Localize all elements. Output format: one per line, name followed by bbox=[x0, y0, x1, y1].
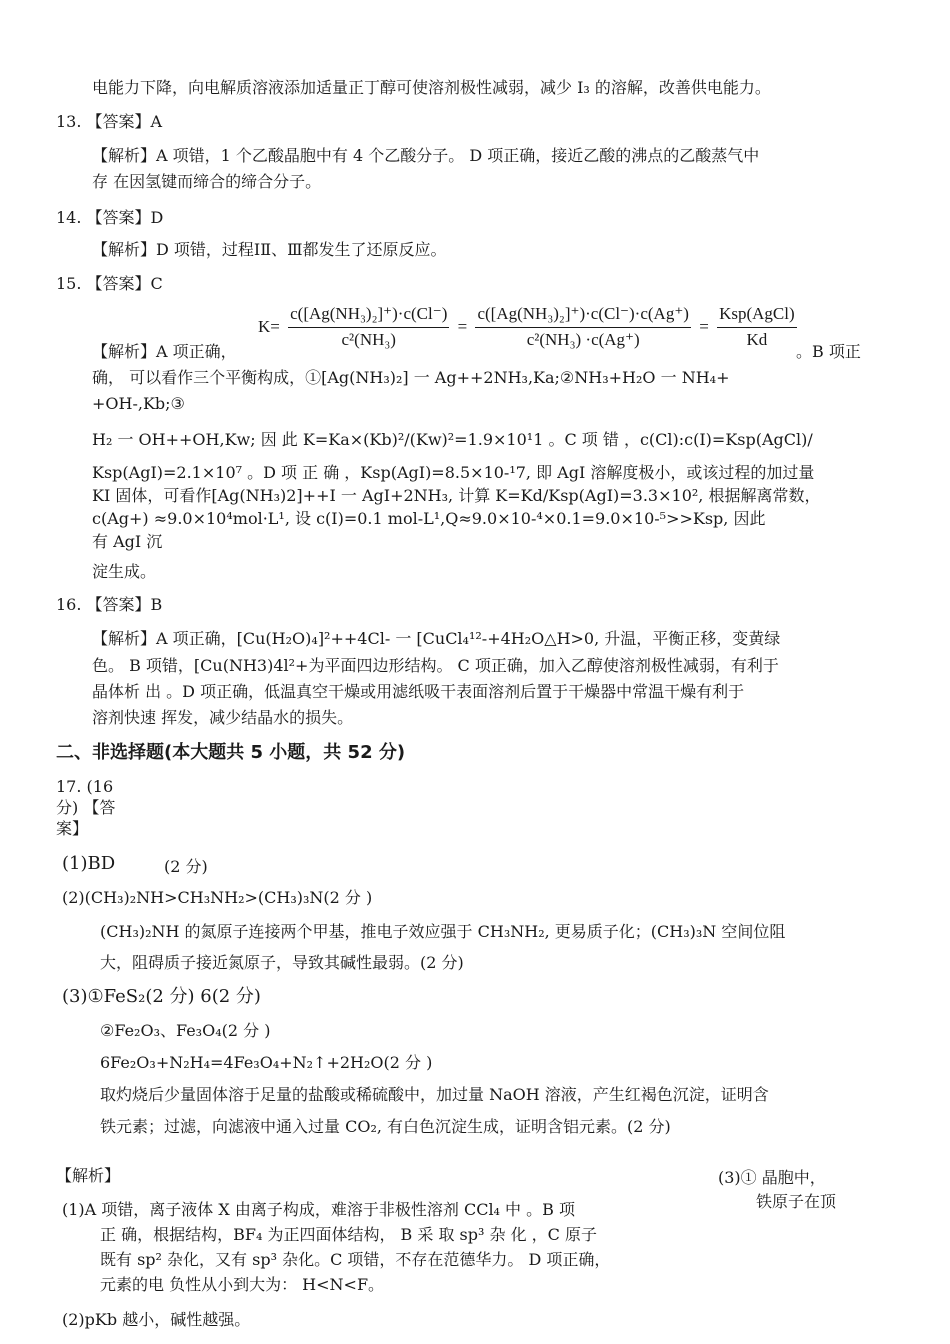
q17-analysis-2: (2)pKb 越小，碱性越强。 bbox=[62, 1310, 251, 1329]
formula-equals-2: = bbox=[699, 316, 709, 336]
formula-lhs: K= bbox=[258, 316, 280, 336]
q17-part2-explain-1: (CH₃)₂NH 的氮原子连接两个甲基，推电子效应强于 CH₃NH₂, 更易质子化；(CH₃)₃N 空间位阻 bbox=[100, 922, 786, 941]
q15-line4: H₂ 一 OH++OH,Kw; 因 此 K=Ka×(Kb)²/(Kw)²=1.9×10¹1 。C 项 错 ，c(Cl):c(I)=Ksp(AgCl)/ bbox=[92, 430, 813, 449]
q14-analysis: 【解析】D 项错，过程ⅠⅡ、Ⅲ都发生了还原反应。 bbox=[92, 240, 447, 259]
q16-line3: 晶体析 出 。D 项正确，低温真空干燥或用滤纸吸干表面溶剂后置于干燥器中常温干燥有利于 bbox=[92, 682, 745, 701]
q17-side-note-2: 铁原子在顶 bbox=[756, 1192, 837, 1211]
q16-answer: 16. 【答案】B bbox=[56, 595, 163, 614]
q15-answer: 15. 【答案】C bbox=[56, 274, 163, 293]
q17-analysis-heading: 【解析】 bbox=[56, 1166, 121, 1185]
q15-line3: +OH-,Kb;③ bbox=[92, 394, 185, 413]
q13-analysis-line1: 【解析】A 项错，1 个乙酸晶胞中有 4 个乙酸分子。 D 项正确，接近乙酸的沸点的乙酸蒸气中 bbox=[92, 146, 760, 165]
formula-fraction-3: $\frac{\text{Ksp(AgCl)}}{Kd}$ bbox=[719, 304, 795, 349]
q15-line6: KI 固体，可看作[Ag(NH₃)2]++I 一 AgI+2NH₃, 计算 K=Kd/Ksp(AgI)=3.3×10², 根据解离常数， bbox=[92, 486, 821, 505]
q17-part3-explain-1: 取灼烧后少量固体溶于足量的盐酸或稀硫酸中，加过量 NaOH 溶液，产生红褐色沉淀，证明含 bbox=[100, 1085, 769, 1104]
q16-line2: 色。 B 项错，[Cu(NH3)4l²+为平面四边形结构。 C 项正确，加入乙醇使溶剂极性减弱，有利于 bbox=[92, 656, 779, 675]
q15-line8: 有 AgI 沉 bbox=[92, 532, 163, 551]
q17-part3-oxides: ②Fe₂O₃、Fe₃O₄(2 分 ) bbox=[100, 1021, 271, 1040]
q15-line5: Ksp(AgI)=2.1×10⁷ 。D 项 正 确 ，Ksp(AgI)=8.5×10-¹7, 即 AgI 溶解度极小，或该过程的加过量 bbox=[92, 463, 815, 482]
q17-analysis-1-line1: (1)A 项错，离子液体 X 由离子构成，难溶于非极性溶剂 CCl₄ 中 。B 项 bbox=[62, 1200, 575, 1219]
q17-head-2: 分) 【答 bbox=[56, 798, 116, 817]
q15-analysis-tail: 。B 项正 bbox=[796, 342, 861, 361]
q15-line9: 淀生成。 bbox=[92, 562, 157, 581]
q15-line2: 确， 可以看作三个平衡构成，①[Ag(NH₃)₂] 一 Ag++2NH₃,Ka;②NH₃+H₂O 一 NH₄+ bbox=[92, 368, 730, 387]
q15-analysis-lead: 【解析】A 项正确， bbox=[92, 342, 237, 361]
q17-part2-explain-2: 大，阻碍质子接近氮原子，导致其碱性最弱。(2 分) bbox=[100, 953, 464, 972]
q15-line7: c(Ag+) ≈9.0×10⁴mol·L¹, 设 c(I)=0.1 mol-L¹,Q≈9.0×10-⁴×0.1=9.0×10-⁵>>Ksp, 因此 bbox=[92, 509, 766, 528]
q17-head-3: 案】 bbox=[56, 819, 89, 838]
q13-analysis-line2: 存 在因氢键而缔合的缔合分子。 bbox=[92, 172, 322, 191]
q17-head-1: 17. (16 bbox=[56, 777, 114, 796]
q13-answer: 13. 【答案】A bbox=[56, 112, 163, 131]
q17-part3-explain-2: 铁元素；过滤，向滤液中通入过量 CO₂, 有白色沉淀生成，证明含铝元素。(2 分) bbox=[100, 1117, 671, 1136]
q17-part1-score: (2 分) bbox=[164, 857, 208, 876]
intro-line: 电能力下降，向电解质溶液添加适量正丁醇可使溶剂极性减弱，减少 I₃ 的溶解，改善供电能力。 bbox=[92, 78, 771, 97]
q17-analysis-1-line4: 元素的电 负性从小到大为： H<N<F。 bbox=[100, 1275, 385, 1294]
q17-side-note-1: (3)① 晶胞中， bbox=[718, 1168, 826, 1187]
section-heading: 二、非选择题(本大题共 5 小题，共 52 分) bbox=[56, 742, 406, 763]
q14-answer: 14. 【答案】D bbox=[56, 208, 164, 227]
q17-analysis-1-line3: 既有 sp² 杂化，又有 sp³ 杂化。C 项错，不存在范德华力。 D 项正确， bbox=[100, 1250, 611, 1269]
q17-analysis-1-line2: 正 确，根据结构，BF₄ 为正四面体结构， B 采 取 sp³ 杂 化 ，C 原子 bbox=[100, 1225, 598, 1244]
q17-part3-answer: (3)①FeS₂(2 分) 6(2 分) bbox=[62, 986, 261, 1007]
equilibrium-formula bbox=[256, 302, 799, 352]
q17-part2-answer: (2)(CH₃)₂NH>CH₃NH₂>(CH₃)₃N(2 分 ) bbox=[62, 888, 373, 907]
q17-part1-answer: (1)BD bbox=[62, 853, 116, 874]
q16-line4: 溶剂快速 挥发，减少结晶水的损失。 bbox=[92, 708, 354, 727]
formula-equals-1: = bbox=[457, 316, 468, 336]
formula-fraction-2: $\frac{\text{c([Ag(NH₃)₂]⁺)·c(Cl⁻)·c(Ag⁺)}}{\text{c²(NH₃) ·c(Ag⁺)}}$ bbox=[477, 304, 689, 349]
q17-part3-equation: 6Fe₂O₃+N₂H₄=4Fe₃O₄+N₂↑+2H₂O(2 分 ) bbox=[100, 1053, 433, 1072]
q16-line1: 【解析】A 项正确，[Cu(H₂O)₄]²++4Cl- 一 [CuCl₄¹²-+4H₂O△H>0, 升温，平衡正移，变黄绿 bbox=[92, 629, 781, 648]
formula-fraction-1: $\frac{\text{c([Ag(NH₃)₂]⁺)·c(Cl⁻)}}{\text{c²(NH₃)}}$ bbox=[290, 304, 448, 349]
